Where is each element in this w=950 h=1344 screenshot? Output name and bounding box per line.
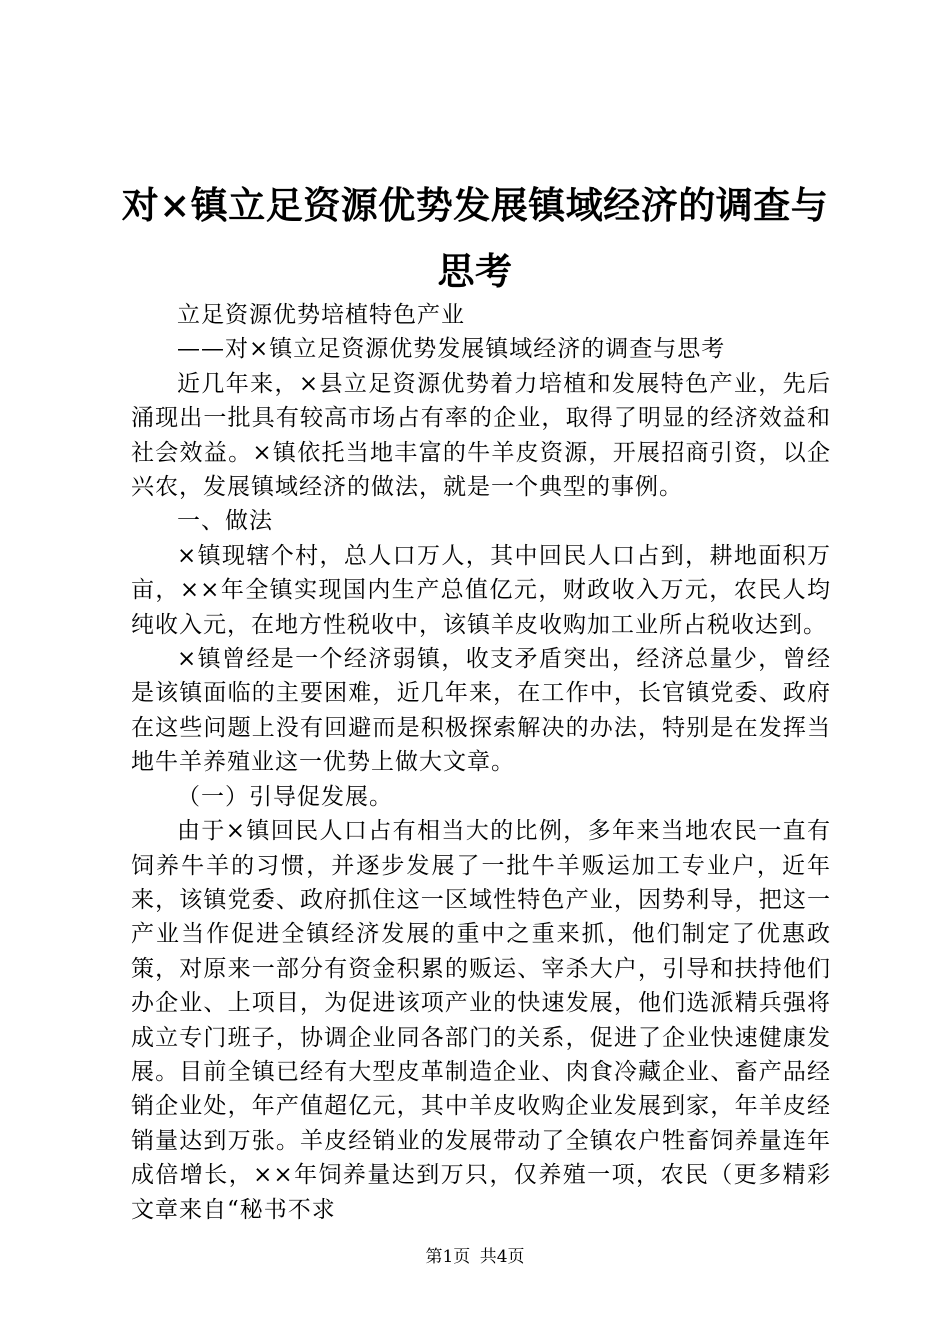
page-number: 第1页 (425, 1247, 471, 1267)
section-heading: 一、做法 (177, 508, 273, 535)
subsection-heading: （一）引导促发展。 (177, 783, 393, 810)
subtitle-dash-line: ——对×镇立足资源优势发展镇域经济的调查与思考 (177, 336, 726, 363)
body-paragraph: ×镇曾经是一个经济弱镇，收支矛盾突出，经济总量少，曾经是该镇面临的主要困难，近几年来，在工作中，长官镇党委、政府在这些问题上没有回避而是积极探索解决的办法，特别是在发挥当地牛羊养殖业这一优势上做大文章。 (131, 646, 831, 776)
document-title: 对×镇立足资源优势发展镇域经济的调查与思考 (121, 183, 829, 293)
intro-paragraph: 近几年来，×县立足资源优势着力培植和发展特色产业，先后涌现出一批具有较高市场占有率的企业，取得了明显的经济效益和社会效益。×镇依托当地丰富的牛羊皮资源，开展招商引资，以企兴农，发展镇域经济的做法，就是一个典型的事例。 (131, 370, 831, 501)
page-footer (0, 1246, 950, 1268)
subtitle: 立足资源优势培植特色产业 (177, 302, 465, 328)
body-paragraph: ×镇现辖个村，总人口万人，其中回民人口占到，耕地面积万亩，××年全镇实现国内生产总值亿元，财政收入万元，农民人均纯收入元，在地方性税收中，该镇羊皮收购加工业所占税收达到。 (131, 542, 831, 638)
page-total: 共4页 (479, 1247, 525, 1267)
document-body (131, 298, 831, 1227)
body-paragraph: 由于×镇回民人口占有相当大的比例，多年来当地农民一直有饲养牛羊的习惯，并逐步发展了一批牛羊贩运加工专业户，近年来，该镇党委、政府抓住这一区域性特色产业，因势利导，把这一产业当作促进全镇经济发展的重中之重来抓，他们制定了优惠政策，对原来一部分有资金积累的贩运、宰杀大户，引导和扶持他们办企业、上项目，为促进该项产业的快速发展，他们选派精兵强将成立专门班子，协调企业同各部门的关系，促进了企业快速健康发展。目前全镇已经有大型皮革制造企业、肉食冷藏企业、畜产品经销企业处，年产值超亿元，其中羊皮收购企业发展到家，年羊皮经销量达到万张。羊皮经销业的发展带动了全镇农户牲畜饲养量连年成倍增长，××年饲养量达到万只，仅养殖一项，农民（更多精彩文章来自“秘书不求 (131, 818, 831, 1223)
